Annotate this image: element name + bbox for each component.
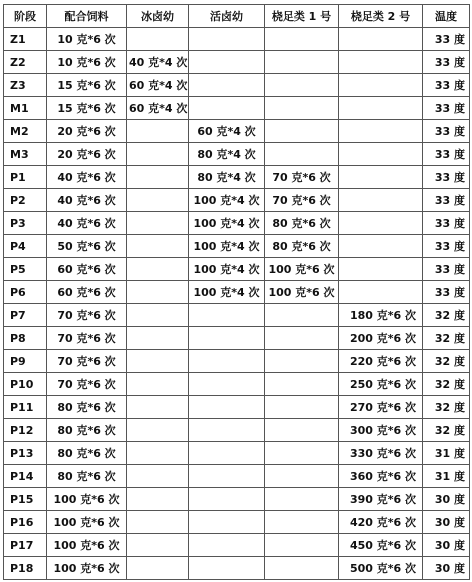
compound-feed-cell: 20 克*6 次 <box>47 143 127 166</box>
copepod-2-cell <box>339 212 423 235</box>
live-artemia-cell <box>189 74 265 97</box>
frozen-artemia-cell <box>127 281 189 304</box>
stage-cell: P9 <box>4 350 47 373</box>
live-artemia-cell: 100 克*4 次 <box>189 189 265 212</box>
compound-feed-cell: 10 克*6 次 <box>47 51 127 74</box>
copepod-1-cell <box>265 465 339 488</box>
live-artemia-cell <box>189 51 265 74</box>
live-artemia-cell <box>189 534 265 557</box>
temperature-cell: 30 度 <box>423 557 470 580</box>
live-artemia-cell: 100 克*4 次 <box>189 212 265 235</box>
frozen-artemia-cell <box>127 419 189 442</box>
live-artemia-cell: 100 克*4 次 <box>189 235 265 258</box>
live-artemia-cell: 80 克*4 次 <box>189 143 265 166</box>
copepod-2-cell <box>339 74 423 97</box>
compound-feed-cell: 60 克*6 次 <box>47 258 127 281</box>
header-copepod-2: 桡足类 2 号 <box>339 5 423 28</box>
copepod-1-cell: 80 克*6 次 <box>265 235 339 258</box>
copepod-1-cell: 70 克*6 次 <box>265 189 339 212</box>
copepod-1-cell <box>265 74 339 97</box>
temperature-cell: 33 度 <box>423 281 470 304</box>
frozen-artemia-cell <box>127 465 189 488</box>
copepod-1-cell: 70 克*6 次 <box>265 166 339 189</box>
copepod-2-cell: 220 克*6 次 <box>339 350 423 373</box>
compound-feed-cell: 10 克*6 次 <box>47 28 127 51</box>
copepod-2-cell: 450 克*6 次 <box>339 534 423 557</box>
compound-feed-cell: 60 克*6 次 <box>47 281 127 304</box>
table-row <box>4 212 470 235</box>
copepod-1-cell <box>265 373 339 396</box>
temperature-cell: 32 度 <box>423 304 470 327</box>
live-artemia-cell <box>189 511 265 534</box>
copepod-1-cell <box>265 327 339 350</box>
stage-cell: P10 <box>4 373 47 396</box>
copepod-2-cell: 420 克*6 次 <box>339 511 423 534</box>
copepod-2-cell <box>339 281 423 304</box>
copepod-1-cell <box>265 28 339 51</box>
temperature-cell: 33 度 <box>423 51 470 74</box>
frozen-artemia-cell <box>127 511 189 534</box>
frozen-artemia-cell <box>127 120 189 143</box>
table-row <box>4 488 470 511</box>
copepod-1-cell <box>265 120 339 143</box>
live-artemia-cell <box>189 557 265 580</box>
table-row <box>4 350 470 373</box>
frozen-artemia-cell <box>127 534 189 557</box>
temperature-cell: 33 度 <box>423 212 470 235</box>
live-artemia-cell <box>189 488 265 511</box>
table-row <box>4 419 470 442</box>
frozen-artemia-cell <box>127 235 189 258</box>
compound-feed-cell: 50 克*6 次 <box>47 235 127 258</box>
stage-cell: P16 <box>4 511 47 534</box>
copepod-1-cell <box>265 51 339 74</box>
live-artemia-cell <box>189 97 265 120</box>
temperature-cell: 33 度 <box>423 235 470 258</box>
frozen-artemia-cell <box>127 488 189 511</box>
copepod-1-cell <box>265 304 339 327</box>
compound-feed-cell: 15 克*6 次 <box>47 74 127 97</box>
copepod-1-cell <box>265 396 339 419</box>
compound-feed-cell: 40 克*6 次 <box>47 212 127 235</box>
frozen-artemia-cell <box>127 28 189 51</box>
frozen-artemia-cell <box>127 442 189 465</box>
copepod-2-cell <box>339 166 423 189</box>
table-row <box>4 511 470 534</box>
copepod-2-cell: 250 克*6 次 <box>339 373 423 396</box>
table-body <box>4 28 470 580</box>
copepod-1-cell <box>265 97 339 120</box>
live-artemia-cell <box>189 327 265 350</box>
header-live-artemia: 活卤幼 <box>189 5 265 28</box>
copepod-1-cell: 80 克*6 次 <box>265 212 339 235</box>
stage-cell: P1 <box>4 166 47 189</box>
copepod-1-cell <box>265 488 339 511</box>
copepod-1-cell <box>265 442 339 465</box>
compound-feed-cell: 15 克*6 次 <box>47 97 127 120</box>
table-row <box>4 166 470 189</box>
feeding-schedule-table <box>3 4 470 580</box>
temperature-cell: 31 度 <box>423 465 470 488</box>
live-artemia-cell <box>189 465 265 488</box>
frozen-artemia-cell <box>127 350 189 373</box>
stage-cell: M2 <box>4 120 47 143</box>
stage-cell: P7 <box>4 304 47 327</box>
copepod-2-cell <box>339 189 423 212</box>
compound-feed-cell: 70 克*6 次 <box>47 350 127 373</box>
compound-feed-cell: 80 克*6 次 <box>47 465 127 488</box>
table-row <box>4 465 470 488</box>
table-row <box>4 189 470 212</box>
copepod-1-cell <box>265 143 339 166</box>
stage-cell: P3 <box>4 212 47 235</box>
header-row <box>4 5 470 28</box>
frozen-artemia-cell <box>127 258 189 281</box>
live-artemia-cell <box>189 350 265 373</box>
table-row <box>4 120 470 143</box>
header-frozen-artemia: 冰卤幼 <box>127 5 189 28</box>
copepod-1-cell <box>265 350 339 373</box>
stage-cell: Z3 <box>4 74 47 97</box>
compound-feed-cell: 100 克*6 次 <box>47 534 127 557</box>
live-artemia-cell: 100 克*4 次 <box>189 258 265 281</box>
table-row <box>4 281 470 304</box>
copepod-2-cell <box>339 28 423 51</box>
temperature-cell: 31 度 <box>423 442 470 465</box>
table-row <box>4 258 470 281</box>
live-artemia-cell <box>189 442 265 465</box>
compound-feed-cell: 70 克*6 次 <box>47 327 127 350</box>
stage-cell: P4 <box>4 235 47 258</box>
temperature-cell: 33 度 <box>423 28 470 51</box>
temperature-cell: 33 度 <box>423 166 470 189</box>
table-row <box>4 534 470 557</box>
copepod-1-cell: 100 克*6 次 <box>265 281 339 304</box>
table-row <box>4 557 470 580</box>
temperature-cell: 33 度 <box>423 189 470 212</box>
compound-feed-cell: 100 克*6 次 <box>47 488 127 511</box>
copepod-1-cell <box>265 419 339 442</box>
copepod-2-cell <box>339 258 423 281</box>
compound-feed-cell: 20 克*6 次 <box>47 120 127 143</box>
compound-feed-cell: 100 克*6 次 <box>47 557 127 580</box>
table-row <box>4 304 470 327</box>
stage-cell: P12 <box>4 419 47 442</box>
frozen-artemia-cell <box>127 143 189 166</box>
copepod-2-cell <box>339 51 423 74</box>
temperature-cell: 33 度 <box>423 258 470 281</box>
stage-cell: Z1 <box>4 28 47 51</box>
temperature-cell: 32 度 <box>423 350 470 373</box>
compound-feed-cell: 40 克*6 次 <box>47 189 127 212</box>
compound-feed-cell: 80 克*6 次 <box>47 442 127 465</box>
copepod-1-cell <box>265 511 339 534</box>
stage-cell: P14 <box>4 465 47 488</box>
stage-cell: P11 <box>4 396 47 419</box>
stage-cell: M1 <box>4 97 47 120</box>
frozen-artemia-cell: 60 克*4 次 <box>127 97 189 120</box>
temperature-cell: 30 度 <box>423 511 470 534</box>
live-artemia-cell <box>189 28 265 51</box>
temperature-cell: 33 度 <box>423 120 470 143</box>
compound-feed-cell: 70 克*6 次 <box>47 373 127 396</box>
table-row <box>4 327 470 350</box>
frozen-artemia-cell <box>127 327 189 350</box>
temperature-cell: 30 度 <box>423 534 470 557</box>
live-artemia-cell <box>189 419 265 442</box>
copepod-1-cell <box>265 557 339 580</box>
table-row <box>4 97 470 120</box>
live-artemia-cell <box>189 304 265 327</box>
copepod-2-cell: 330 克*6 次 <box>339 442 423 465</box>
stage-cell: Z2 <box>4 51 47 74</box>
table-row <box>4 51 470 74</box>
frozen-artemia-cell: 40 克*4 次 <box>127 51 189 74</box>
compound-feed-cell: 40 克*6 次 <box>47 166 127 189</box>
frozen-artemia-cell <box>127 212 189 235</box>
live-artemia-cell: 100 克*4 次 <box>189 281 265 304</box>
temperature-cell: 33 度 <box>423 143 470 166</box>
stage-cell: P2 <box>4 189 47 212</box>
live-artemia-cell: 80 克*4 次 <box>189 166 265 189</box>
compound-feed-cell: 80 克*6 次 <box>47 419 127 442</box>
temperature-cell: 33 度 <box>423 97 470 120</box>
header-compound-feed: 配合饲料 <box>47 5 127 28</box>
copepod-2-cell <box>339 235 423 258</box>
copepod-2-cell: 180 克*6 次 <box>339 304 423 327</box>
stage-cell: M3 <box>4 143 47 166</box>
temperature-cell: 30 度 <box>423 488 470 511</box>
header-copepod-1: 桡足类 1 号 <box>265 5 339 28</box>
copepod-2-cell: 360 克*6 次 <box>339 465 423 488</box>
stage-cell: P8 <box>4 327 47 350</box>
stage-cell: P6 <box>4 281 47 304</box>
copepod-2-cell: 270 克*6 次 <box>339 396 423 419</box>
compound-feed-cell: 80 克*6 次 <box>47 396 127 419</box>
live-artemia-cell <box>189 373 265 396</box>
copepod-1-cell: 100 克*6 次 <box>265 258 339 281</box>
frozen-artemia-cell <box>127 166 189 189</box>
live-artemia-cell <box>189 396 265 419</box>
temperature-cell: 32 度 <box>423 419 470 442</box>
copepod-2-cell: 300 克*6 次 <box>339 419 423 442</box>
frozen-artemia-cell <box>127 189 189 212</box>
stage-cell: P13 <box>4 442 47 465</box>
copepod-2-cell: 390 克*6 次 <box>339 488 423 511</box>
copepod-2-cell <box>339 120 423 143</box>
temperature-cell: 33 度 <box>423 74 470 97</box>
frozen-artemia-cell <box>127 396 189 419</box>
table-row <box>4 143 470 166</box>
stage-cell: P17 <box>4 534 47 557</box>
live-artemia-cell: 60 克*4 次 <box>189 120 265 143</box>
table-row <box>4 373 470 396</box>
copepod-2-cell: 500 克*6 次 <box>339 557 423 580</box>
compound-feed-cell: 70 克*6 次 <box>47 304 127 327</box>
compound-feed-cell: 100 克*6 次 <box>47 511 127 534</box>
header-stage: 阶段 <box>4 5 47 28</box>
copepod-2-cell: 200 克*6 次 <box>339 327 423 350</box>
header-temperature: 温度 <box>423 5 470 28</box>
table-row <box>4 74 470 97</box>
temperature-cell: 32 度 <box>423 327 470 350</box>
temperature-cell: 32 度 <box>423 373 470 396</box>
stage-cell: P5 <box>4 258 47 281</box>
table-row <box>4 442 470 465</box>
stage-cell: P15 <box>4 488 47 511</box>
frozen-artemia-cell <box>127 373 189 396</box>
copepod-2-cell <box>339 143 423 166</box>
table-row <box>4 396 470 419</box>
table-row <box>4 28 470 51</box>
frozen-artemia-cell <box>127 557 189 580</box>
frozen-artemia-cell: 60 克*4 次 <box>127 74 189 97</box>
copepod-2-cell <box>339 97 423 120</box>
temperature-cell: 32 度 <box>423 396 470 419</box>
copepod-1-cell <box>265 534 339 557</box>
stage-cell: P18 <box>4 557 47 580</box>
frozen-artemia-cell <box>127 304 189 327</box>
table-row <box>4 235 470 258</box>
